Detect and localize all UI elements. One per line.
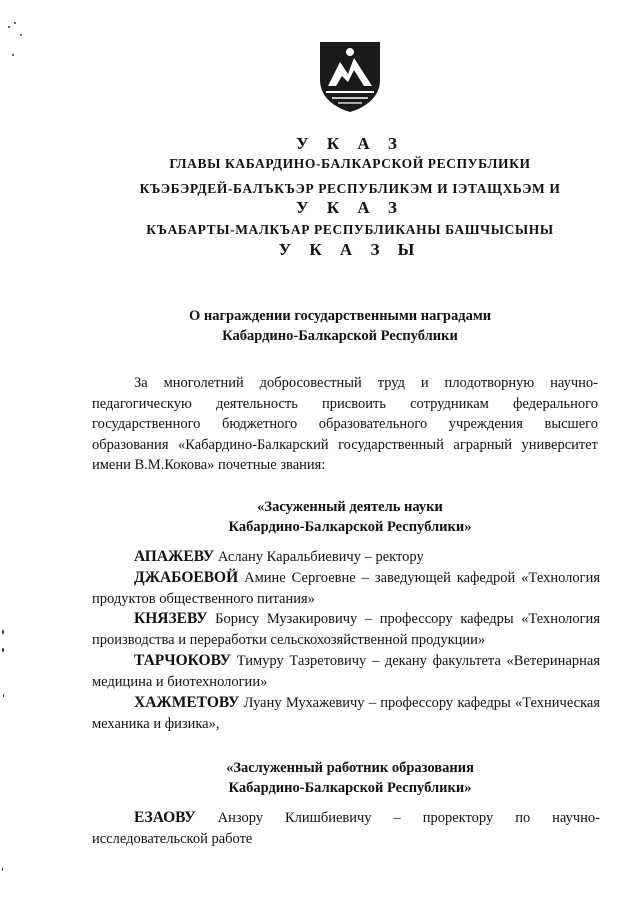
decree-subject bbox=[120, 306, 560, 346]
intro-text: За многолетний добросовестный труд и плодотворную научно-педагогическую деятельность присвоить сотрудникам федерального государственного бюджетного образовательного учреждения высшего образования «Кабардино-Балкарский государственный аграрный университет имени В.М.Кокова» почетные звания: bbox=[92, 375, 598, 473]
honorary-title-education-line1: «Заслуженный работник образования bbox=[226, 760, 474, 776]
awardee-details: Амине Сергоевне – заведующей кафедрой «Технология продуктов общественного питания» bbox=[92, 570, 600, 607]
honorary-title-science bbox=[120, 497, 580, 537]
decree-issuer-bal: КЪАБАРТЫ-МАЛКЪАР РЕСПУБЛИКАНЫ БАШЧЫСЫНЫ bbox=[146, 222, 554, 237]
awardee-surname: ЕЗАОВУ bbox=[134, 809, 196, 826]
decree-heading: У К А З bbox=[296, 134, 404, 153]
awardee-surname: ТАРЧОКОВУ bbox=[134, 652, 232, 669]
awardee-surname: АПАЖЕВУ bbox=[134, 548, 215, 565]
awardee-details: Борису Музакировичу – профессору кафедры «Технология производства и переработки сельскохозяйственной продукции» bbox=[92, 611, 600, 648]
awardee-entry bbox=[92, 568, 600, 609]
awardee-entry bbox=[92, 651, 600, 692]
awardee-entry bbox=[92, 609, 600, 650]
awardee-surname: КНЯЗЕВУ bbox=[134, 610, 208, 627]
awardee-details: Анзору Клишбиевичу – проректору по научно-исследовательской работе bbox=[92, 810, 600, 847]
coat-of-arms-icon bbox=[318, 40, 382, 114]
honorary-title-science-line1: «Засуженный деятель науки bbox=[257, 499, 443, 515]
decree-heading-bal: У К А З Ы bbox=[278, 240, 422, 259]
awardee-surname: ХАЖМЕТОВУ bbox=[134, 694, 240, 711]
awardee-surname: ДЖАБОЕВОЙ bbox=[134, 569, 239, 586]
honorary-title-education bbox=[120, 758, 580, 798]
awardee-details: Аслану Каральбиевичу – ректору bbox=[214, 549, 424, 565]
honorary-title-education-line2: Кабардино-Балкарской Республики» bbox=[228, 780, 472, 796]
awardee-entry bbox=[92, 547, 600, 568]
intro-paragraph bbox=[92, 373, 598, 476]
decree-issuer-ru: ГЛАВЫ КАБАРДИНО-БАЛКАРСКОЙ РЕСПУБЛИКИ bbox=[169, 156, 531, 171]
awardee-details: Тимуру Тазретовичу – декану факультета «Ветеринарная медицина и биотехнологии» bbox=[92, 653, 600, 690]
awardee-entry bbox=[92, 808, 600, 849]
honorary-title-science-line2: Кабардино-Балкарской Республики» bbox=[228, 519, 472, 535]
decree-issuer-kab: КЪЭБЭРДЕЙ-БАЛЪКЪЭР РЕСПУБЛИКЭМ И ІЭТАЩХЬЭМ И bbox=[139, 181, 561, 196]
decree-heading-kab: У К А З bbox=[296, 198, 404, 217]
awardee-details: Луану Мухажевичу – профессору кафедры «Техническая механика и физика», bbox=[92, 695, 600, 732]
decree-subject-line2: Кабардино-Балкарской Республики bbox=[222, 328, 458, 344]
awardee-entry bbox=[92, 693, 600, 734]
decree-subject-line1: О награждении государственными наградами bbox=[188, 308, 492, 324]
